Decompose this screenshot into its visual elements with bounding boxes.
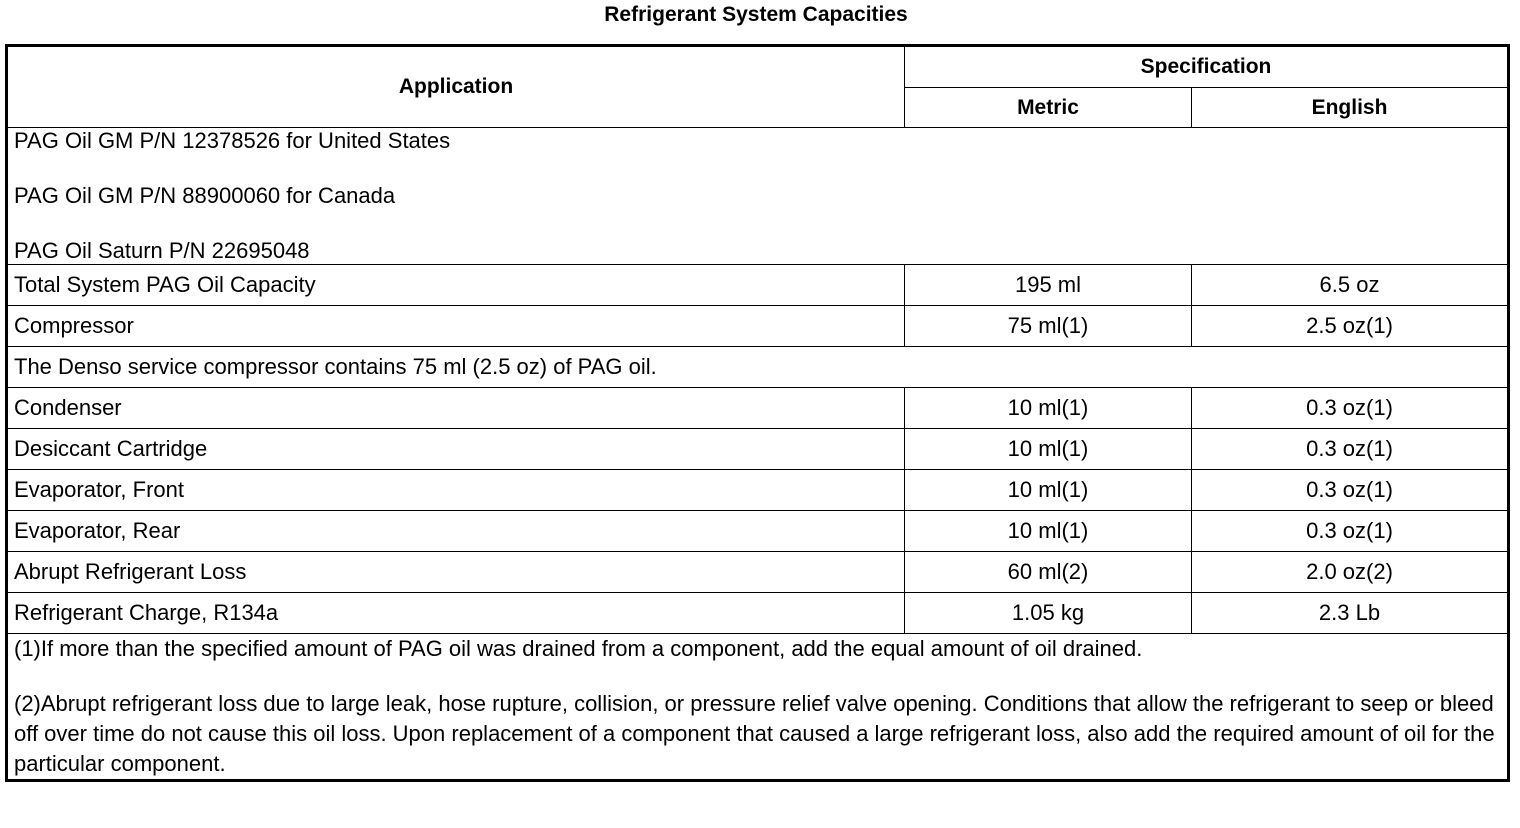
table-row (7, 265, 1509, 306)
metric-header: Metric (905, 88, 1192, 128)
table-row (7, 388, 1509, 429)
application-cell: Desiccant Cartridge (7, 429, 905, 470)
english-cell: 2.5 oz(1) (1192, 306, 1509, 347)
english-cell: 2.3 Lb (1192, 593, 1509, 634)
table-row (7, 470, 1509, 511)
oil-types-cell (7, 128, 1509, 265)
metric-cell: 60 ml(2) (905, 552, 1192, 593)
english-cell: 0.3 oz(1) (1192, 388, 1509, 429)
metric-cell: 1.05 kg (905, 593, 1192, 634)
metric-cell: 10 ml(1) (905, 429, 1192, 470)
oil-type: PAG Oil GM P/N 88900060 for Canada (14, 183, 396, 208)
table-row (7, 593, 1509, 634)
compressor-note: The Denso service compressor contains 75 ml (2.5 oz) of PAG oil. (7, 347, 1509, 388)
application-cell: Evaporator, Front (7, 470, 905, 511)
application-cell: Condenser (7, 388, 905, 429)
page-title: Refrigerant System Capacities (604, 3, 908, 26)
table-row (7, 429, 1509, 470)
metric-cell: 10 ml(1) (905, 388, 1192, 429)
application-cell: Compressor (7, 306, 905, 347)
capacities-table (5, 44, 1510, 782)
metric-cell: 10 ml(1) (905, 511, 1192, 552)
english-cell: 2.0 oz(2) (1192, 552, 1509, 593)
footnote-2: (2)Abrupt refrigerant loss due to large leak, hose rupture, collision, or pressure relief valve opening. Conditions that allow the refrigerant to seep or bleed off over time do not cause this oil loss. Upon replacement of a component that caused a large refrigerant loss, also add the required amount of oil for the particular component. (14, 691, 1495, 776)
application-header: Application (7, 46, 905, 128)
oil-types-row (7, 128, 1509, 265)
application-cell: Abrupt Refrigerant Loss (7, 552, 905, 593)
table-row (7, 511, 1509, 552)
english-cell: 6.5 oz (1192, 265, 1509, 306)
application-cell: Refrigerant Charge, R134a (7, 593, 905, 634)
oil-type: PAG Oil Saturn P/N 22695048 (14, 238, 310, 263)
application-cell: Total System PAG Oil Capacity (7, 265, 905, 306)
english-cell: 0.3 oz(1) (1192, 511, 1509, 552)
footnotes-cell (7, 634, 1509, 781)
header-row (7, 46, 1509, 88)
footnotes-row (7, 634, 1509, 781)
english-cell: 0.3 oz(1) (1192, 470, 1509, 511)
english-cell: 0.3 oz(1) (1192, 429, 1509, 470)
footnote-1: (1)If more than the specified amount of PAG oil was drained from a component, add the equal amount of oil drained. (14, 636, 1143, 661)
application-cell: Evaporator, Rear (7, 511, 905, 552)
english-header: English (1192, 88, 1509, 128)
metric-cell: 75 ml(1) (905, 306, 1192, 347)
metric-cell: 195 ml (905, 265, 1192, 306)
oil-type: PAG Oil GM P/N 12378526 for United States (14, 128, 451, 153)
specification-header: Specification (905, 46, 1509, 88)
metric-cell: 10 ml(1) (905, 470, 1192, 511)
table-row (7, 306, 1509, 347)
compressor-note-row (7, 347, 1509, 388)
table-row (7, 552, 1509, 593)
